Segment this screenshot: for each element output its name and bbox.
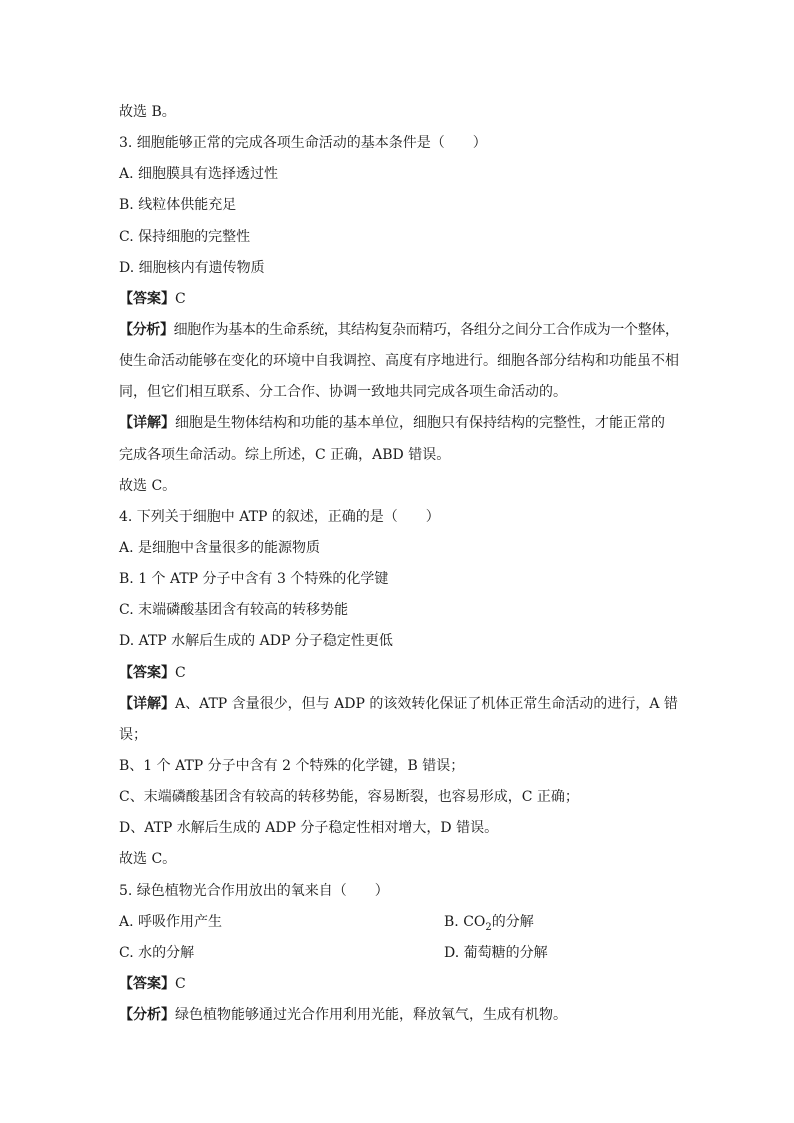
answer-label: 【答案】 (119, 291, 175, 307)
explanation-text: 细胞是生物体结构和功能的基本单位，细胞只有保持结构的完整性，才能正常的 (175, 415, 665, 431)
question-3-explanation (119, 413, 665, 433)
analysis-text: 绿色植物能够通过光合作用利用光能，释放氧气，生成有机物。 (175, 1007, 567, 1023)
question-3-stem: 3. 细胞能够正常的完成各项生命活动的基本条件是（ ） (119, 135, 487, 151)
option-b-text: B. CO (444, 914, 486, 930)
question-3-analysis-cont: 使生命活动能够在变化的环境中自我调控、高度有序地进行。细胞各部分结构和功能虽不相 (119, 353, 679, 369)
explanation-label: 【详解】 (119, 415, 175, 431)
question-3-option-a: A. 细胞膜具有选择透过性 (119, 166, 279, 182)
question-4-explanation-b: B、1 个 ATP 分子中含有 2 个特殊的化学键，B 错误； (119, 758, 465, 774)
question-3-analysis-cont: 同，但它们相互联系、分工合作、协调一致地共同完成各项生命活动的。 (119, 384, 567, 400)
question-4-explanation-c: C、末端磷酸基团含有较高的转移势能，容易断裂，也容易形成，C 正确； (119, 789, 579, 805)
conclusion-q4: 故选 C。 (119, 851, 177, 867)
question-5-option-c: C. 水的分解 (119, 945, 195, 961)
question-4-answer (119, 663, 186, 683)
question-5-stem: 5. 绿色植物光合作用放出的氧来自（ ） (119, 883, 389, 899)
question-4-option-d: D. ATP 水解后生成的 ADP 分子稳定性更低 (119, 633, 393, 649)
question-3-option-d: D. 细胞核内有遗传物质 (119, 260, 265, 276)
explanation-text: A、ATP 含量很少，但与 ADP 的该效转化保证了机体正常生命活动的进行，A 错 (175, 696, 678, 712)
answer-label: 【答案】 (119, 976, 175, 992)
subscript: 2 (485, 921, 492, 933)
question-4-explanation-cont: 误； (119, 727, 147, 743)
question-5-option-b (444, 912, 534, 932)
question-3-option-c: C. 保持细胞的完整性 (119, 229, 251, 245)
answer-value: C (175, 291, 186, 307)
analysis-text: 细胞作为基本的生命系统，其结构复杂而精巧，各组分之间分工合作成为一个整体， (173, 322, 679, 338)
question-4-explanation (119, 694, 678, 714)
question-5-option-d: D. 葡萄糖的分解 (444, 945, 548, 961)
question-5-answer (119, 974, 186, 994)
conclusion-q2: 故选 B。 (119, 104, 176, 120)
question-4-stem: 4. 下列关于细胞中 ATP 的叙述，正确的是（ ） (119, 509, 440, 525)
answer-value: C (175, 976, 186, 992)
analysis-label: 【分析】 (119, 1007, 175, 1023)
question-3-analysis (119, 320, 679, 340)
answer-label: 【答案】 (119, 665, 175, 681)
question-3-explanation-cont: 完成各项生命活动。综上所述，C 正确，ABD 错误。 (119, 447, 451, 463)
question-3-option-b: B. 线粒体供能充足 (119, 197, 237, 213)
conclusion-q3: 故选 C。 (119, 478, 177, 494)
question-5-analysis (119, 1005, 567, 1025)
explanation-label: 【详解】 (119, 696, 175, 712)
option-b-text-post: 的分解 (491, 914, 534, 930)
answer-value: C (175, 665, 186, 681)
analysis-label: 【分析】 (119, 322, 174, 338)
question-5-option-a: A. 呼吸作用产生 (119, 914, 223, 930)
question-4-explanation-d: D、ATP 水解后生成的 ADP 分子稳定性相对增大，D 错误。 (119, 820, 499, 836)
question-4-option-a: A. 是细胞中含量很多的能源物质 (119, 540, 321, 556)
question-4-option-c: C. 末端磷酸基团含有较高的转移势能 (119, 602, 349, 618)
question-3-answer (119, 289, 186, 309)
question-4-option-b: B. 1 个 ATP 分子中含有 3 个特殊的化学键 (119, 571, 389, 587)
